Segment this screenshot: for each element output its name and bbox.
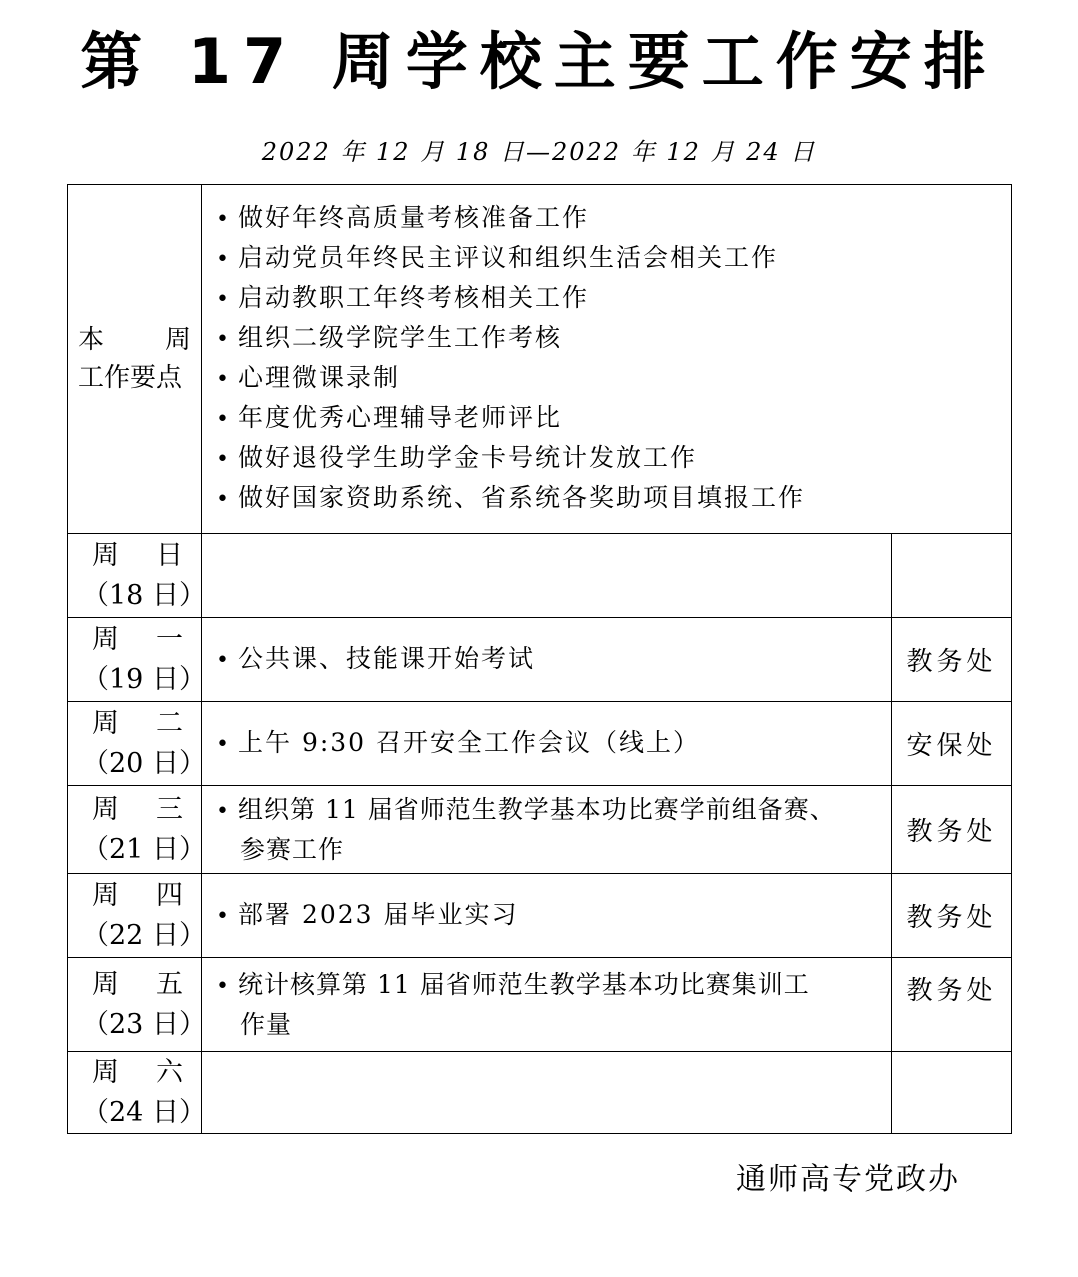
day-label: 周 一 （19 日）	[68, 618, 202, 702]
list-item: • 组织二级学院学生工作考核	[216, 319, 1011, 359]
bullet-icon: •	[216, 487, 231, 512]
responsible-dept: 教务处	[892, 874, 1012, 958]
weekly-focus-label	[68, 185, 202, 534]
day-label: 周 二 （20 日）	[68, 702, 202, 786]
table-row	[68, 958, 1012, 1052]
day-label: 周 四 （22 日）	[68, 874, 202, 958]
day-items: • 上午 9:30 召开安全工作会议（线上）	[202, 702, 892, 786]
weekly-focus-items	[202, 185, 1012, 534]
bullet-icon: •	[216, 287, 231, 312]
list-item: • 做好年终高质量考核准备工作	[216, 199, 1011, 239]
date-range: 2022 年 12 月 18 日—2022 年 12 月 24 日	[261, 138, 817, 166]
weekly-focus-label-part: 本	[78, 325, 105, 355]
weekly-focus-label-line2: 工作要点	[78, 363, 183, 393]
day-items	[202, 534, 892, 618]
bullet-icon: •	[216, 973, 230, 999]
day-label: 周 六 （24 日）	[68, 1052, 202, 1134]
day-date: （20 日）	[82, 747, 206, 779]
table-row	[68, 786, 1012, 874]
weekly-focus-row	[68, 185, 1012, 534]
bullet-icon: •	[216, 647, 231, 673]
day-items: • 公共课、技能课开始考试	[202, 618, 892, 702]
responsible-dept: 教务处	[892, 618, 1012, 702]
table-row	[68, 618, 1012, 702]
table-row	[68, 874, 1012, 958]
weekly-focus-label-part: 周	[164, 325, 191, 355]
day-date: （21 日）	[82, 833, 206, 865]
issuer-signature: 通师高专党政办	[736, 1162, 960, 1197]
day-date: （19 日）	[82, 663, 206, 695]
day-items: • 部署 2023 届毕业实习	[202, 874, 892, 958]
responsible-dept: 教务处	[892, 786, 1012, 874]
table-row	[68, 534, 1012, 618]
responsible-dept	[892, 534, 1012, 618]
day-label: 周 三 （21 日）	[68, 786, 202, 874]
responsible-dept: 教务处	[892, 958, 1012, 1052]
list-item: • 做好退役学生助学金卡号统计发放工作	[216, 439, 1011, 479]
responsible-dept: 安保处	[892, 702, 1012, 786]
bullet-icon: •	[216, 407, 231, 432]
day-date: （24 日）	[82, 1096, 206, 1128]
list-item: • 心理微课录制	[216, 359, 1011, 399]
day-items	[202, 1052, 892, 1134]
day-items: • 统计核算第 11 届省师范生教学基本功比赛集训工 作量	[202, 958, 892, 1052]
page-title: 第 17 周学校主要工作安排	[80, 25, 998, 98]
bullet-icon: •	[216, 327, 231, 352]
bullet-icon: •	[216, 367, 231, 392]
table-row	[68, 1052, 1012, 1134]
day-date: （18 日）	[82, 579, 206, 611]
list-item: • 年度优秀心理辅导老师评比	[216, 399, 1011, 439]
day-items: • 组织第 11 届省师范生教学基本功比赛学前组备赛、 参赛工作	[202, 786, 892, 874]
schedule-table	[67, 184, 1012, 1134]
day-date: （22 日）	[82, 919, 206, 951]
bullet-icon: •	[216, 247, 231, 272]
bullet-icon: •	[216, 731, 231, 757]
bullet-icon: •	[216, 903, 231, 929]
bullet-icon: •	[216, 447, 231, 472]
list-item: • 做好国家资助系统、省系统各奖助项目填报工作	[216, 479, 1011, 519]
day-label: 周 日 （18 日）	[68, 534, 202, 618]
responsible-dept	[892, 1052, 1012, 1134]
table-row	[68, 702, 1012, 786]
list-item: • 启动教职工年终考核相关工作	[216, 279, 1011, 319]
list-item: • 启动党员年终民主评议和组织生活会相关工作	[216, 239, 1011, 279]
day-label: 周 五 （23 日）	[68, 958, 202, 1052]
bullet-icon: •	[216, 798, 230, 824]
day-date: （23 日）	[82, 1008, 206, 1040]
bullet-icon: •	[216, 207, 231, 232]
